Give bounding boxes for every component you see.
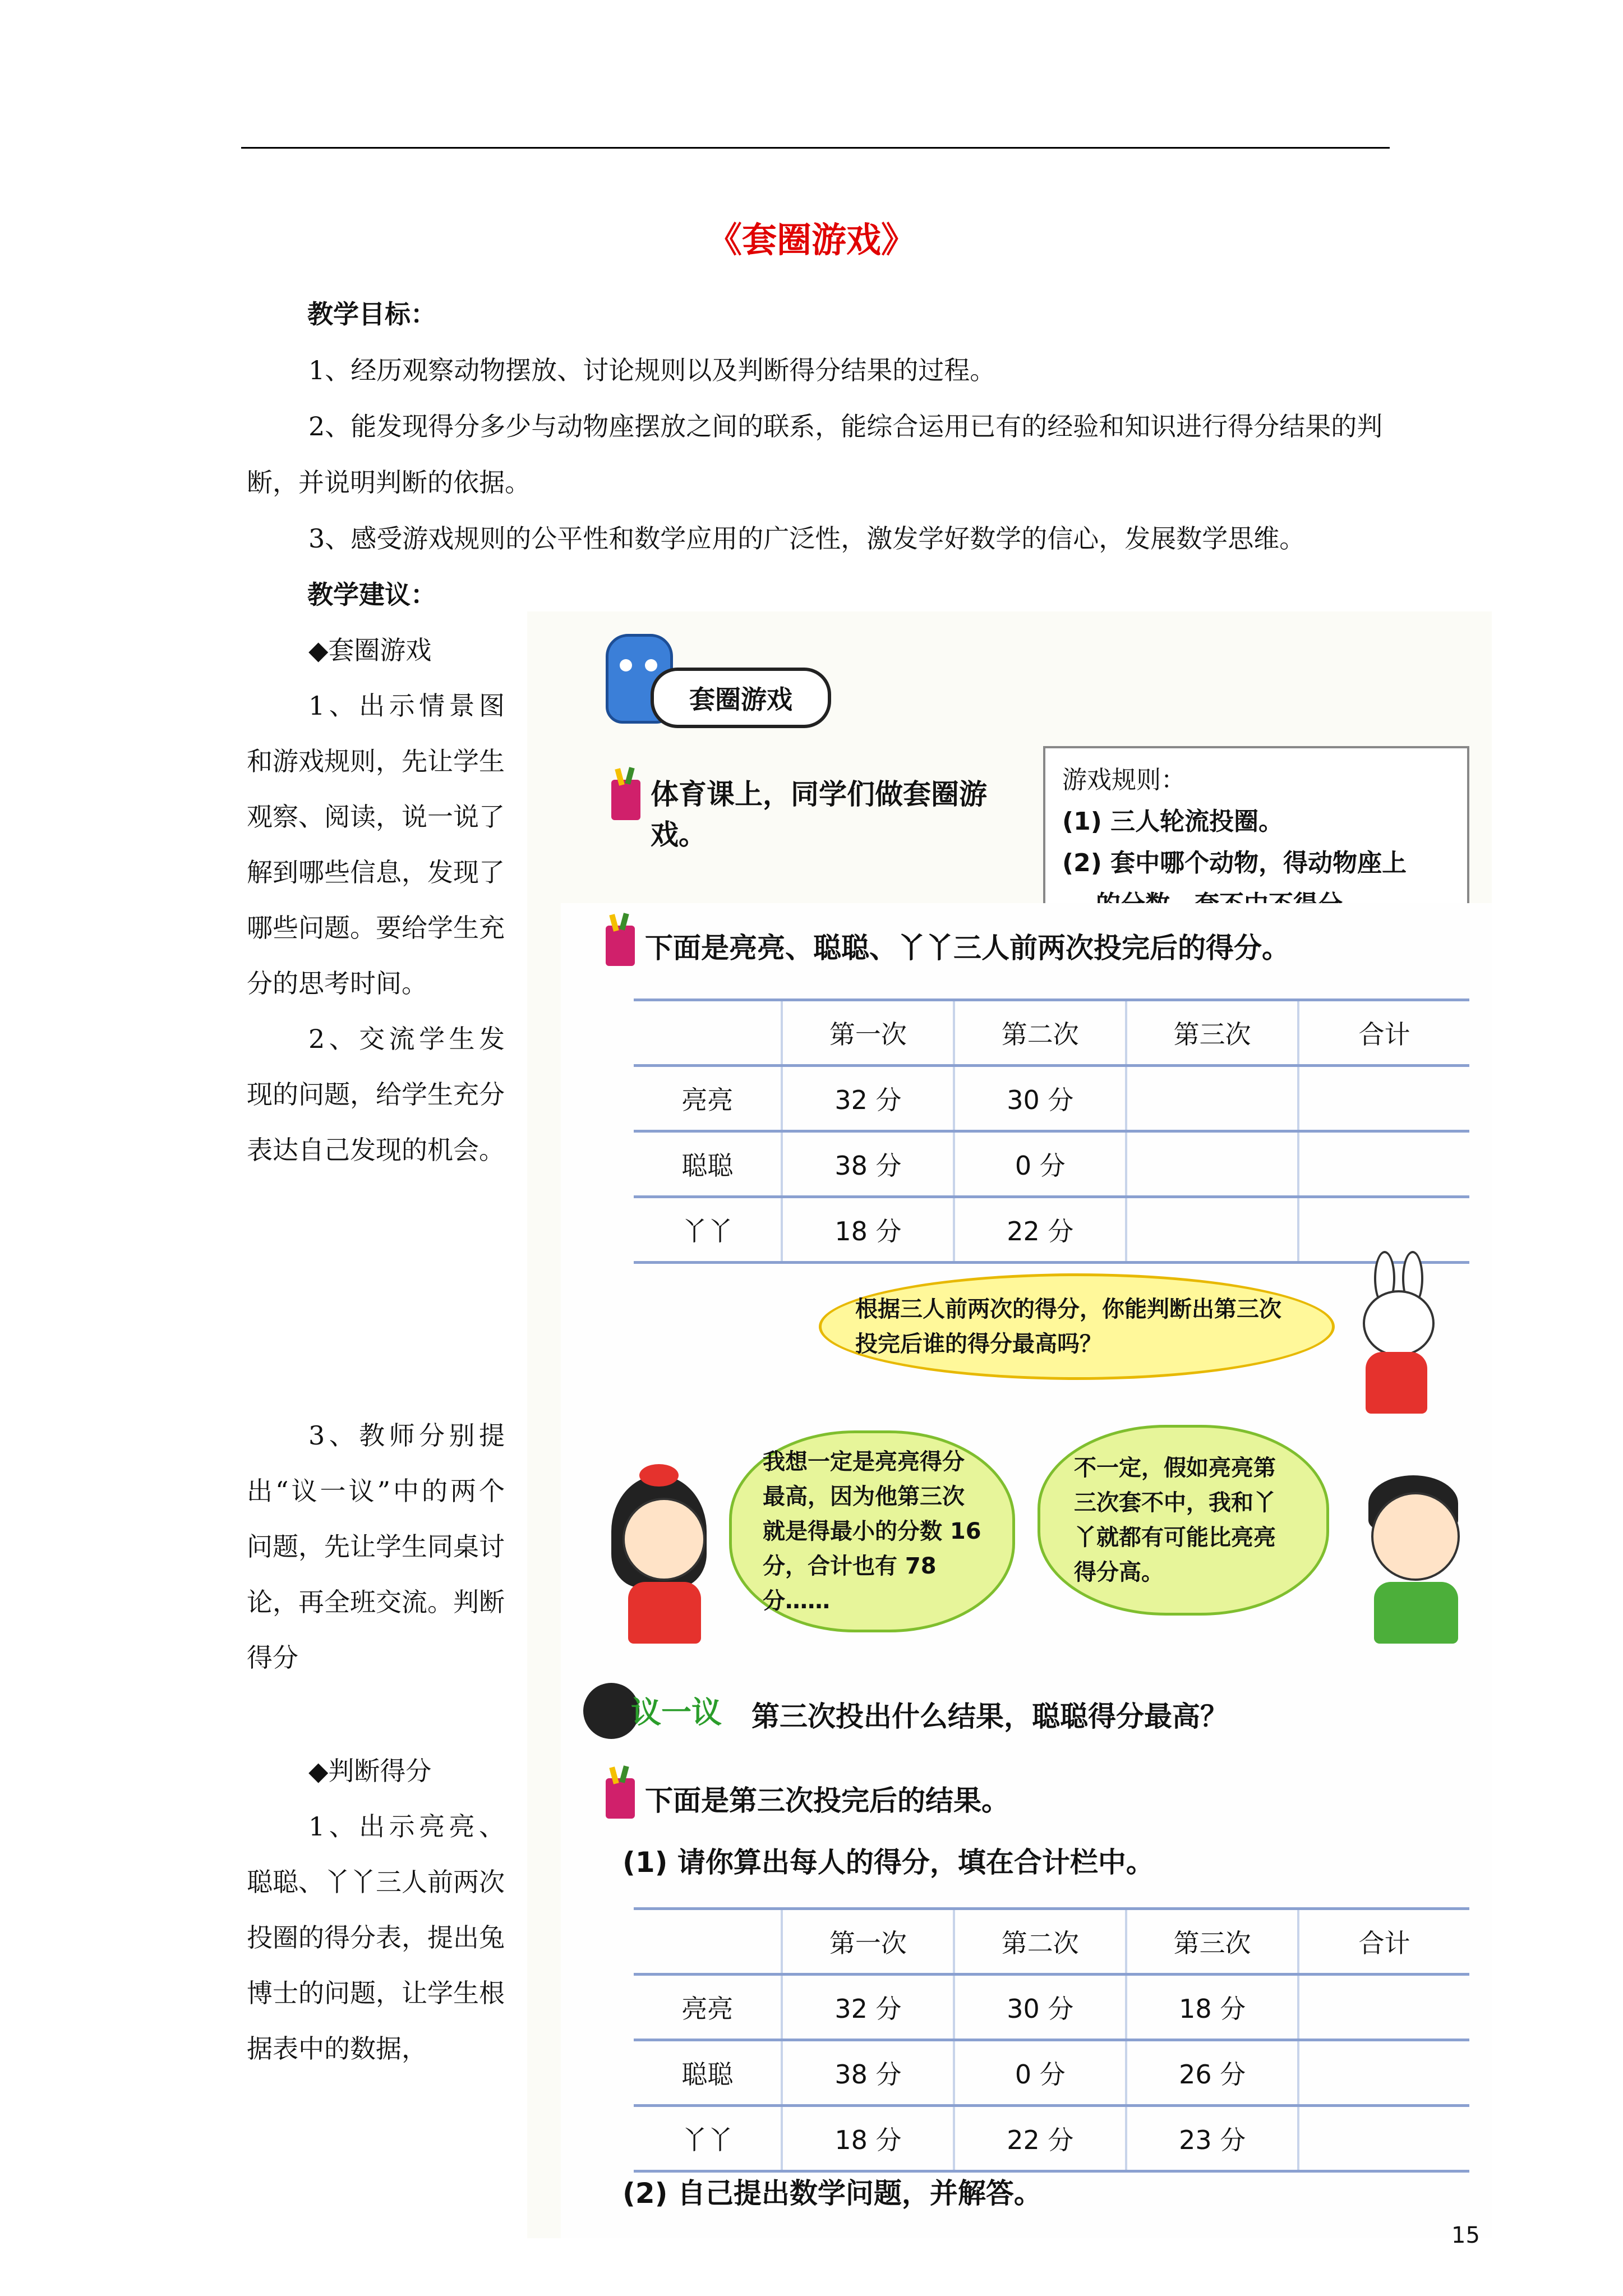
- table1-caption: 下面是亮亮、聪聪、丫丫三人前两次投完后的得分。: [645, 932, 1290, 964]
- pencil-cup-icon: [606, 926, 635, 966]
- table-row: [634, 2106, 1469, 2171]
- table-cell: 38 分: [782, 1131, 954, 1197]
- objective-2: 2、能发现得分多少与动物座摆放之间的联系，能综合运用已有的经验和知识进行得分结果的判断，并说明判断的依据。: [247, 411, 1383, 498]
- suggestions-column-3: [247, 1743, 505, 2077]
- section2-item-1: 1、出示亮亮、聪聪、丫丫三人前两次投圈的得分表，提出兔博士的问题，让学生根据表中的数据，: [247, 1811, 505, 2064]
- rule-2: (2) 套中哪个动物，得动物座上: [1062, 849, 1407, 877]
- table-row: [634, 1131, 1469, 1197]
- section1-item-2: 2、交流学生发现的问题，给学生充分表达自己发现的机会。: [247, 1024, 505, 1165]
- girl-illustration: [606, 1464, 718, 1644]
- table-cell: 丫丫: [634, 2106, 782, 2171]
- table-header: 合计: [1298, 1909, 1469, 1975]
- table-cell: 30 分: [954, 1066, 1126, 1131]
- girl-speech-bubble: [729, 1430, 1015, 1632]
- objective-1: 1、经历观察动物摆放、讨论规则以及判断得分结果的过程。: [308, 355, 996, 385]
- suggestions-column-2: [247, 1408, 505, 1686]
- rule-1: (1) 三人轮流投圈。: [1062, 807, 1284, 836]
- table-cell: 22 分: [954, 2106, 1126, 2171]
- page-title: 《套圈游戏》: [707, 219, 916, 260]
- table-row: [634, 1975, 1469, 2040]
- table-cell: 亮亮: [634, 1066, 782, 1131]
- table-cell: 26 分: [1126, 2040, 1298, 2106]
- section1-item-3: 3、教师分别提出“议一议”中的两个问题，先让学生同桌讨论，再全班交流。判断得分: [247, 1420, 505, 1673]
- table-header: 第三次: [1126, 1000, 1298, 1066]
- boy-illustration: [1357, 1475, 1469, 1644]
- table-cell: [1126, 1197, 1298, 1263]
- discuss-label: 议一议: [631, 1695, 722, 1730]
- suggestions-column-1: [247, 623, 505, 1178]
- table-header: 合计: [1298, 1000, 1469, 1066]
- girl-statement: 我想一定是亮亮得分最高，因为他第三次就是得最小的分数 16 分，合计也有 78 分……: [763, 1449, 981, 1614]
- table-header: [634, 1000, 782, 1066]
- table-header-row: [634, 1000, 1469, 1066]
- table-row: [634, 1197, 1469, 1263]
- rules-title: 游戏规则：: [1062, 766, 1186, 794]
- table-cell: 38 分: [782, 2040, 954, 2106]
- section1-heading: ◆套圈游戏: [308, 635, 432, 665]
- task-1: (1) 请你算出每人的得分，填在合计栏中。: [623, 1846, 1154, 1879]
- objectives-heading: 教学目标：: [307, 299, 436, 329]
- rabbit-speech-bubble: [819, 1273, 1335, 1380]
- table-cell: 32 分: [782, 1975, 954, 2040]
- textbook-top-panel: [561, 611, 1492, 903]
- table-header: 第一次: [782, 1909, 954, 1975]
- table-cell: [1126, 1066, 1298, 1131]
- score-table-1: [634, 999, 1469, 1264]
- textbook-figure: [527, 611, 1492, 2238]
- rabbit-doctor-illustration: [1357, 1251, 1441, 1419]
- table-cell: 18 分: [782, 2106, 954, 2171]
- table-row: [634, 1066, 1469, 1131]
- page-number: 15: [1451, 2223, 1480, 2248]
- suggestions-heading: 教学建议：: [307, 579, 436, 610]
- section-badge: 套圈游戏: [651, 668, 831, 728]
- objective-3: 3、感受游戏规则的公平性和数学应用的广泛性，激发学好数学的信心，发展数学思维。: [308, 523, 1306, 554]
- table-cell: 18 分: [1126, 1975, 1298, 2040]
- score-table-2: [634, 1907, 1469, 2173]
- table-cell: 聪聪: [634, 1131, 782, 1197]
- table-cell: [1298, 1975, 1469, 2040]
- section2-heading: ◆判断得分: [308, 1756, 432, 1786]
- table-header-row: [634, 1909, 1469, 1975]
- table-cell: 22 分: [954, 1197, 1126, 1263]
- table-cell: 0 分: [954, 1131, 1126, 1197]
- table-cell: 亮亮: [634, 1975, 782, 2040]
- table-header: [634, 1909, 782, 1975]
- textbook-main-panel: [561, 903, 1492, 2238]
- table-cell: 18 分: [782, 1197, 954, 1263]
- table-cell: [1298, 1066, 1469, 1131]
- game-rules-box: [1043, 746, 1469, 903]
- table-cell: 0 分: [954, 2040, 1126, 2106]
- table-header: 第一次: [782, 1000, 954, 1066]
- intro-text: 体育课上，同学们做套圈游戏。: [651, 778, 987, 851]
- discuss-badge: [583, 1683, 729, 1745]
- pencil-cup-icon: [611, 780, 640, 820]
- table-cell: [1298, 1131, 1469, 1197]
- task-2: (2) 自己提出数学问题，并解答。: [623, 2177, 1042, 2210]
- table-cell: 23 分: [1126, 2106, 1298, 2171]
- table-cell: [1298, 2040, 1469, 2106]
- table-cell: 聪聪: [634, 2040, 782, 2106]
- table-header: 第二次: [954, 1909, 1126, 1975]
- table-cell: 30 分: [954, 1975, 1126, 2040]
- table2-caption: 下面是第三次投完后的结果。: [645, 1784, 1009, 1817]
- table-header: 第三次: [1126, 1909, 1298, 1975]
- table-cell: [1298, 2106, 1469, 2171]
- table-cell: [1126, 1131, 1298, 1197]
- table-cell: 丫丫: [634, 1197, 782, 1263]
- discuss-question: 第三次投出什么结果，聪聪得分最高？: [751, 1700, 1228, 1733]
- boy-statement: 不一定，假如亮亮第三次套不中，我和丫丫就都有可能比亮亮得分高。: [1074, 1455, 1276, 1585]
- table-row: [634, 2040, 1469, 2106]
- section1-item-1: 1、出示情景图和游戏规则，先让学生观察、阅读，说一说了解到哪些信息，发现了哪些问题。要给学生充分的思考时间。: [247, 691, 505, 999]
- header-rule: [241, 147, 1390, 149]
- rabbit-question: 根据三人前两次的得分，你能判断出第三次投完后谁的得分最高吗？: [855, 1296, 1281, 1357]
- boy-speech-bubble: [1038, 1425, 1329, 1616]
- table-header: 第二次: [954, 1000, 1126, 1066]
- pencil-cup-icon: [606, 1778, 635, 1819]
- table-cell: 32 分: [782, 1066, 954, 1131]
